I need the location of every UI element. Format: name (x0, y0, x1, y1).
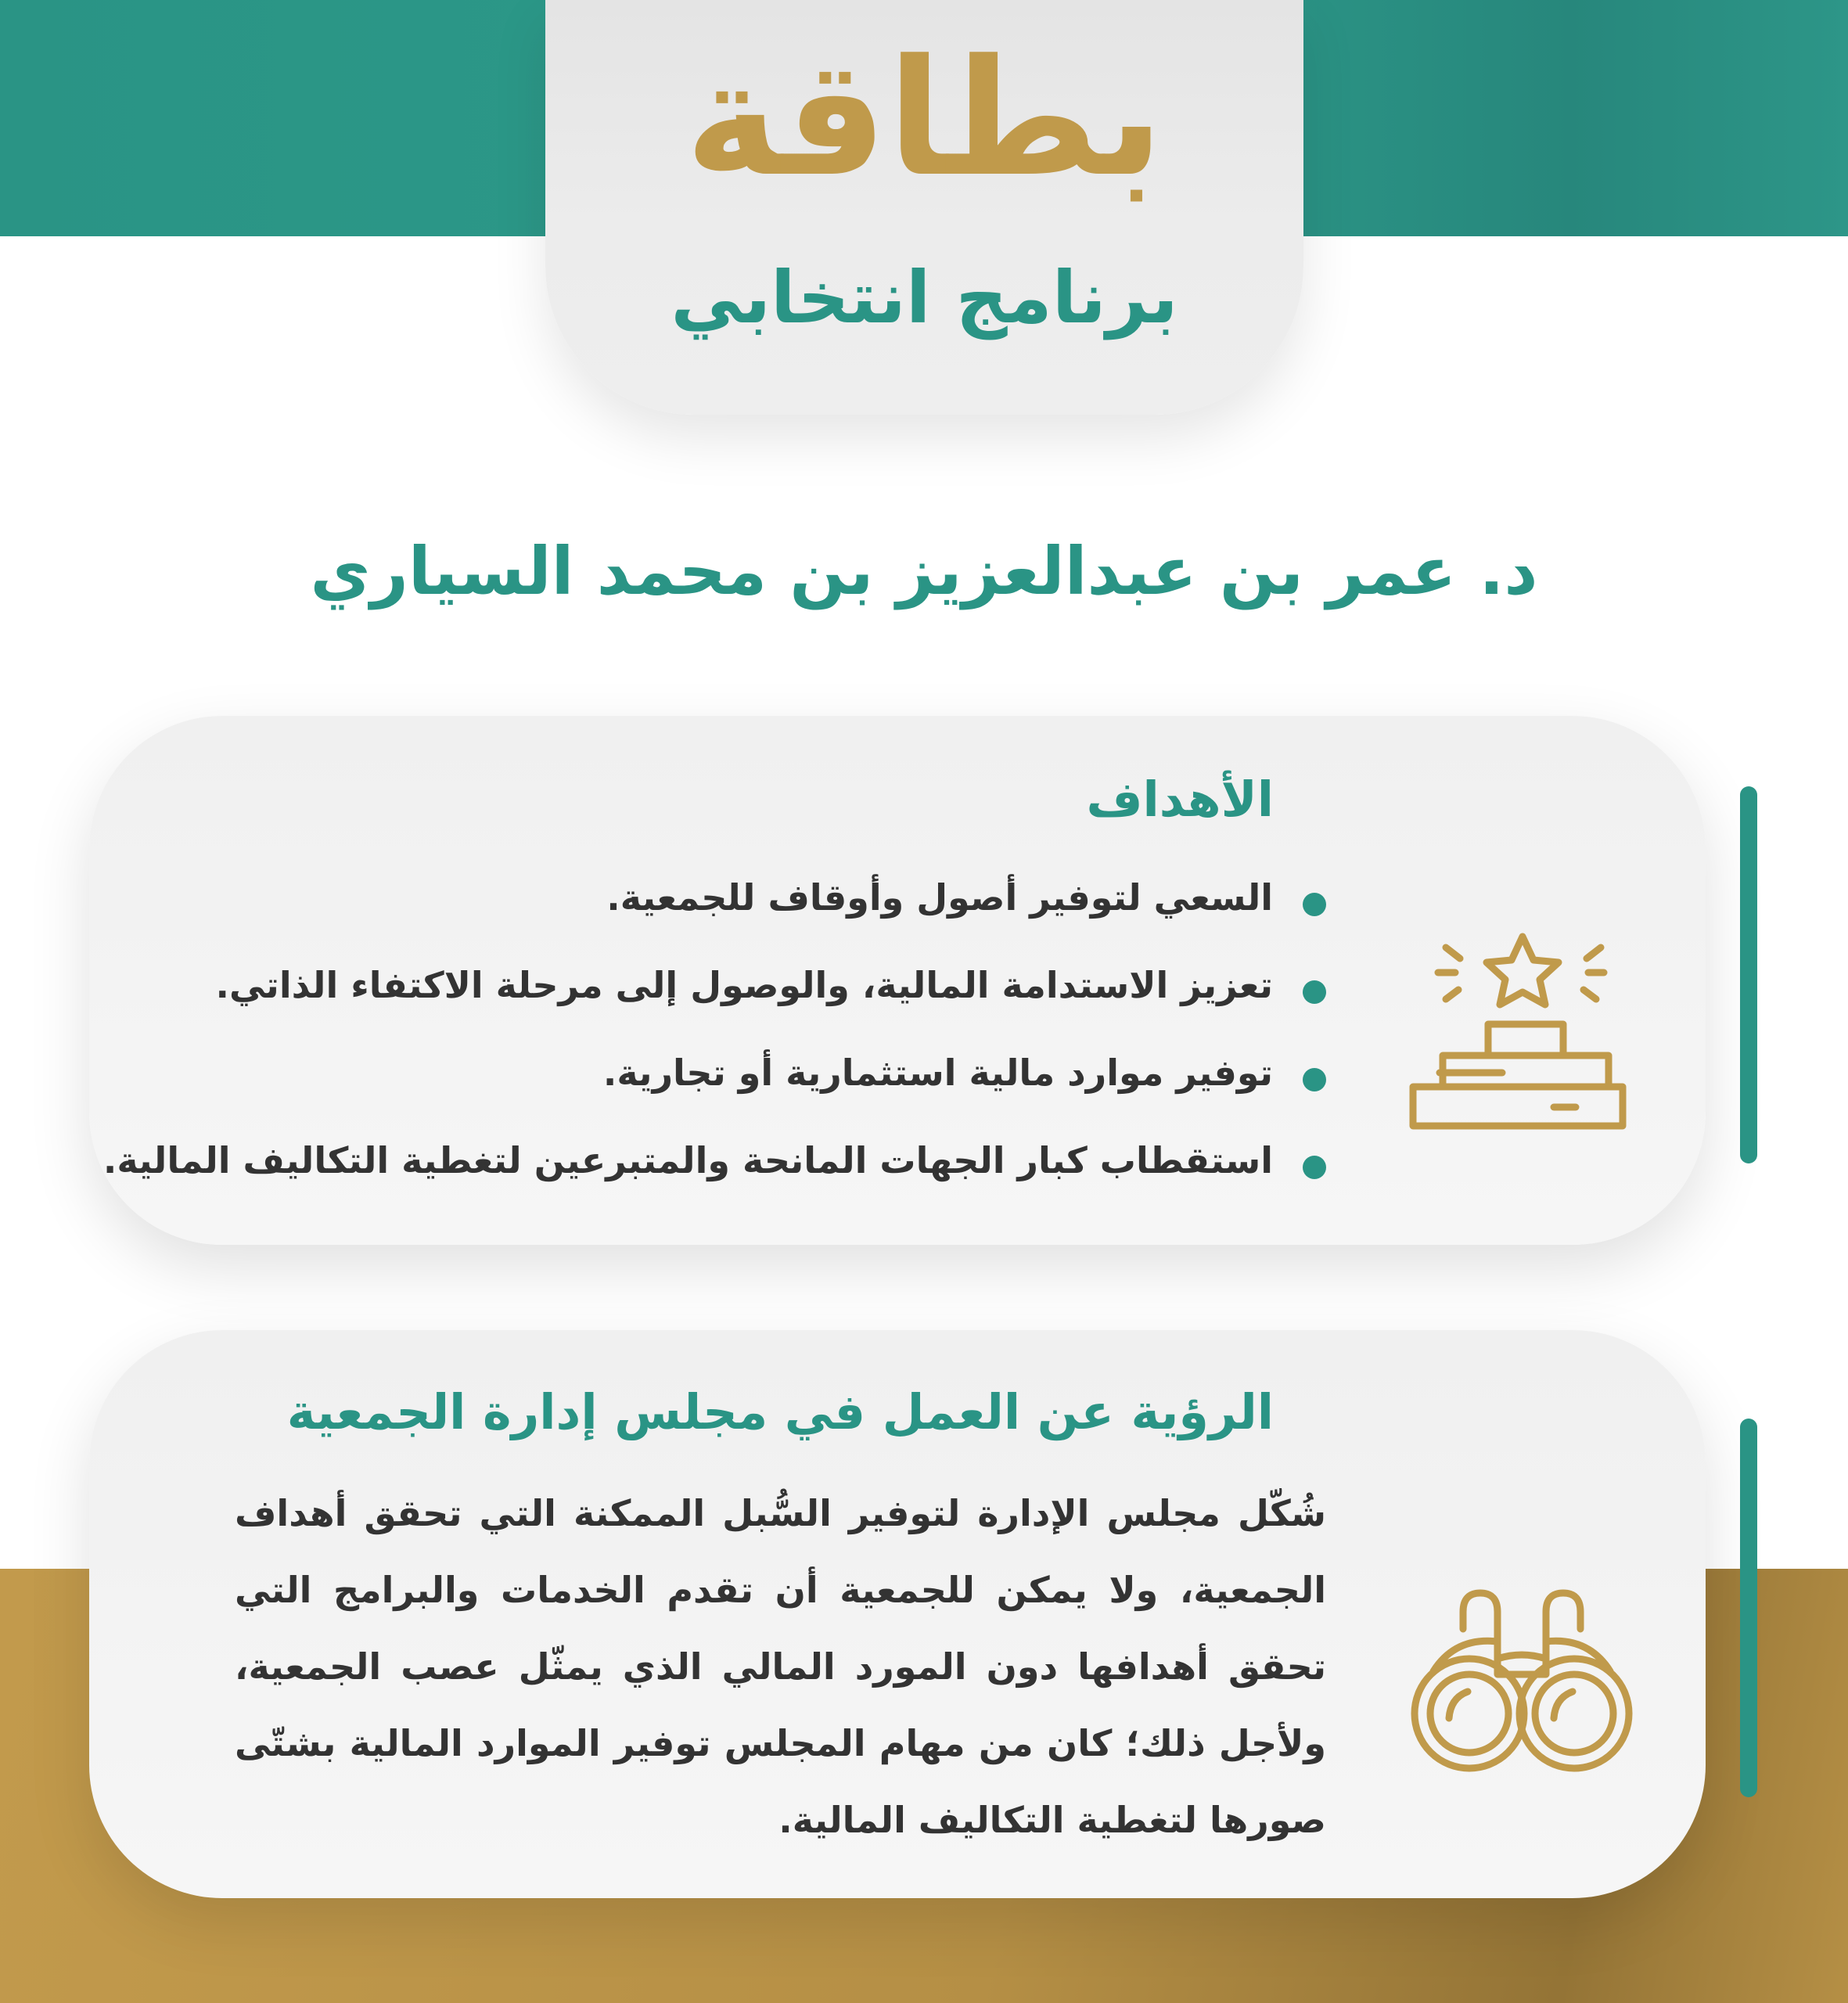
header-tab (545, 0, 1303, 415)
goal-text: السعي لتوفير أصول وأوقاف للجمعية. (606, 876, 1273, 919)
goal-item (103, 1135, 1326, 1223)
goals-list (103, 872, 1326, 1223)
goal-item (103, 1048, 1326, 1135)
goal-item (103, 872, 1326, 960)
bullet-dot-icon (1303, 1156, 1326, 1179)
podium-star-icon (1408, 927, 1627, 1146)
binoculars-icon (1408, 1580, 1635, 1776)
page-subtitle: برنامج انتخابي (671, 256, 1178, 340)
bullet-dot-icon (1303, 980, 1326, 1004)
vision-accent-bar (1740, 1419, 1757, 1797)
goal-item (103, 960, 1326, 1048)
vision-paragraph: شُكّل مجلس الإدارة لتوفير السُّبل الممكنة التي تحقق أهداف الجمعية، ولا يمكن للجمعية أن تقدم الخدمات والبرامج التي تحقق أهدافها دون المورد المالي الذي يمثّل عصب الجمعية، ولأجل ذلك؛ كان من مهام المجلس توفير الموارد المالية بشتّى صورها لتغطية التكاليف المالية. (235, 1492, 1326, 1841)
goal-text: تعزيز الاستدامة المالية، والوصول إلى مرحلة الاكتفاء الذاتي. (215, 964, 1273, 1006)
goals-heading: الأهداف (1086, 771, 1274, 828)
goal-text: استقطاب كبار الجهات المانحة والمتبرعين لتغطية التكاليف المالية. (102, 1139, 1273, 1181)
bullet-dot-icon (1303, 1068, 1326, 1091)
candidate-name: د. عمر بن عبدالعزيز بن محمد السياري (310, 533, 1538, 610)
bullet-dot-icon (1303, 893, 1326, 916)
goals-accent-bar (1740, 786, 1757, 1163)
vision-heading: الرؤية عن العمل في مجلس إدارة الجمعية (286, 1383, 1274, 1440)
goal-text: توفير موارد مالية استثمارية أو تجارية. (602, 1052, 1273, 1094)
page-title: بطاقة (685, 26, 1164, 212)
